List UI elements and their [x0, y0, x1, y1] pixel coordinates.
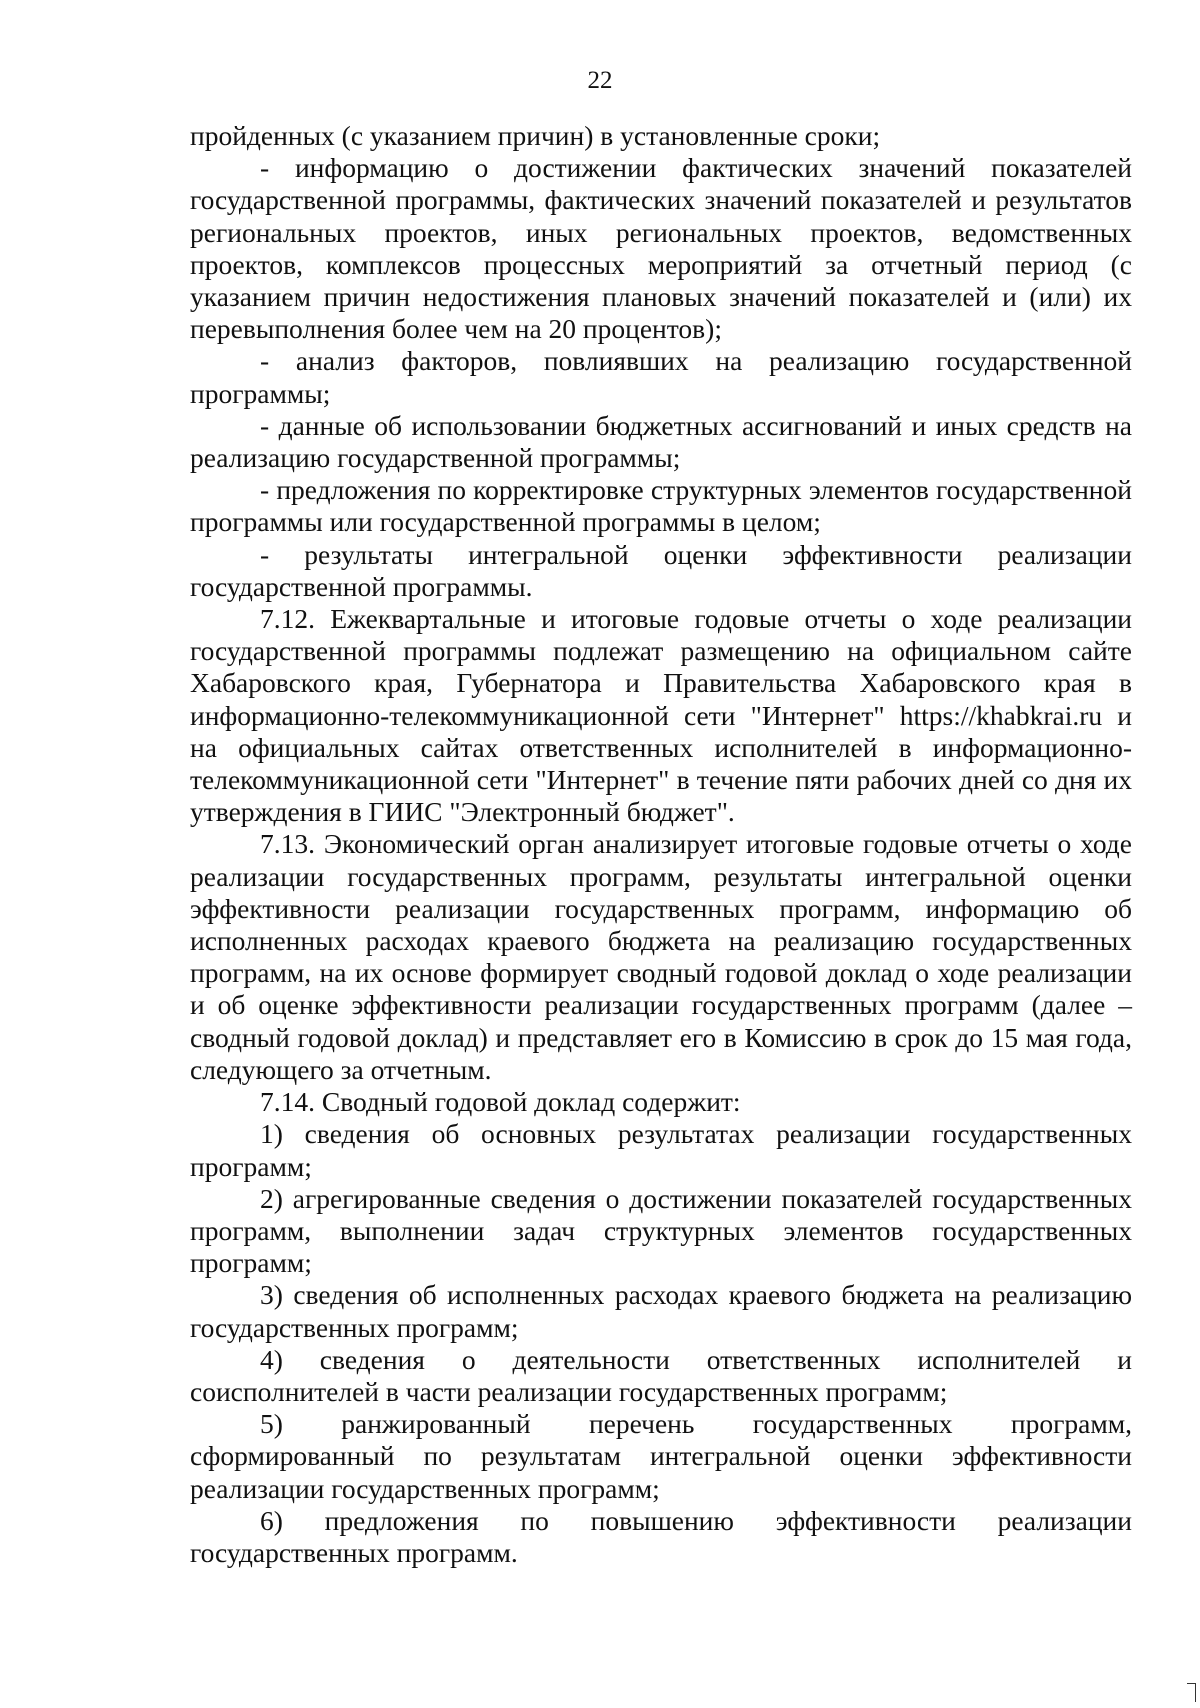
- paragraph-continuation: пройденных (с указанием причин) в установленные сроки;: [190, 120, 881, 151]
- paragraph-7-14: 7.14. Сводный годовой доклад содержит:: [260, 1086, 741, 1118]
- paragraph-factors-analysis: - анализ факторов, повлиявших на реализацию государственной программы;: [190, 345, 1132, 409]
- paragraph-7-13: 7.13. Экономический орган анализирует итоговые годовые отчеты о ходе реализации государственных программ, результаты интегральной оценки эффективности реализации государственных программ, информацию об исполненных расходах краевого бюджета на реализацию государственных программ, на их основе формирует сводный годовой доклад о ходе реализации и об оценке эффективности реализации государственных программ (далее – сводный годовой доклад) и представляет его в Комиссию в срок до 15 мая года, следующего за отчетным.: [190, 828, 1132, 1085]
- list-item-6: 6) предложения по повышению эффективности реализации государственных программ.: [190, 1504, 1132, 1568]
- list-item-3: 3) сведения об исполненных расходах краевого бюджета на реализацию государственных программ;: [190, 1279, 1132, 1343]
- scan-corner-mark: [1187, 1683, 1196, 1702]
- list-item-5: 5) ранжированный перечень государственных программ, сформированный по результатам интегральной оценки эффективности реализации государственных программ;: [190, 1408, 1132, 1504]
- paragraph-7-12: 7.12. Ежеквартальные и итоговые годовые отчеты о ходе реализации государственной программы подлежат размещению на официальном сайте Хабаровского края, Губернатора и Правительства Хабаровского края в информационно-телекоммуникационной сети "Интернет" https://khabkrai.ru и на официальных сайтах ответственных исполнителей в информационно-телекоммуникационной сети "Интернет" в течение пяти рабочих дней со дня их утверждения в ГИИС "Электронный бюджет".: [190, 603, 1132, 828]
- paragraph-integral-evaluation: - результаты интегральной оценки эффективности реализации государственной программы.: [190, 538, 1132, 602]
- paragraph-indicators-info: - информацию о достижении фактических значений показателей государственной программы, фактических значений показателей и результатов региональных проектов, иных региональных проектов, ведомственных проектов, комплексов процессных мероприятий за отчетный период (с указанием причин недостижения плановых значений показателей и (или) их перевыполнения более чем на 20 процентов);: [190, 152, 1132, 345]
- document-body: [190, 120, 1132, 1569]
- list-item-2: 2) агрегированные сведения о достижении показателей государственных программ, выполнении задач структурных элементов государственных программ;: [190, 1182, 1132, 1279]
- paragraph-correction-proposals: - предложения по корректировке структурных элементов государственной программы или государственной программы в целом;: [190, 474, 1132, 538]
- list-item-4: 4) сведения о деятельности ответственных исполнителей и соисполнителей в части реализации государственных программ;: [190, 1343, 1132, 1407]
- list-item-1: 1) сведения об основных результатах реализации государственных программ;: [190, 1118, 1132, 1182]
- paragraph-budget-usage: - данные об использовании бюджетных ассигнований и иных средств на реализацию государственной программы;: [190, 409, 1132, 474]
- page-number: 22: [587, 67, 613, 94]
